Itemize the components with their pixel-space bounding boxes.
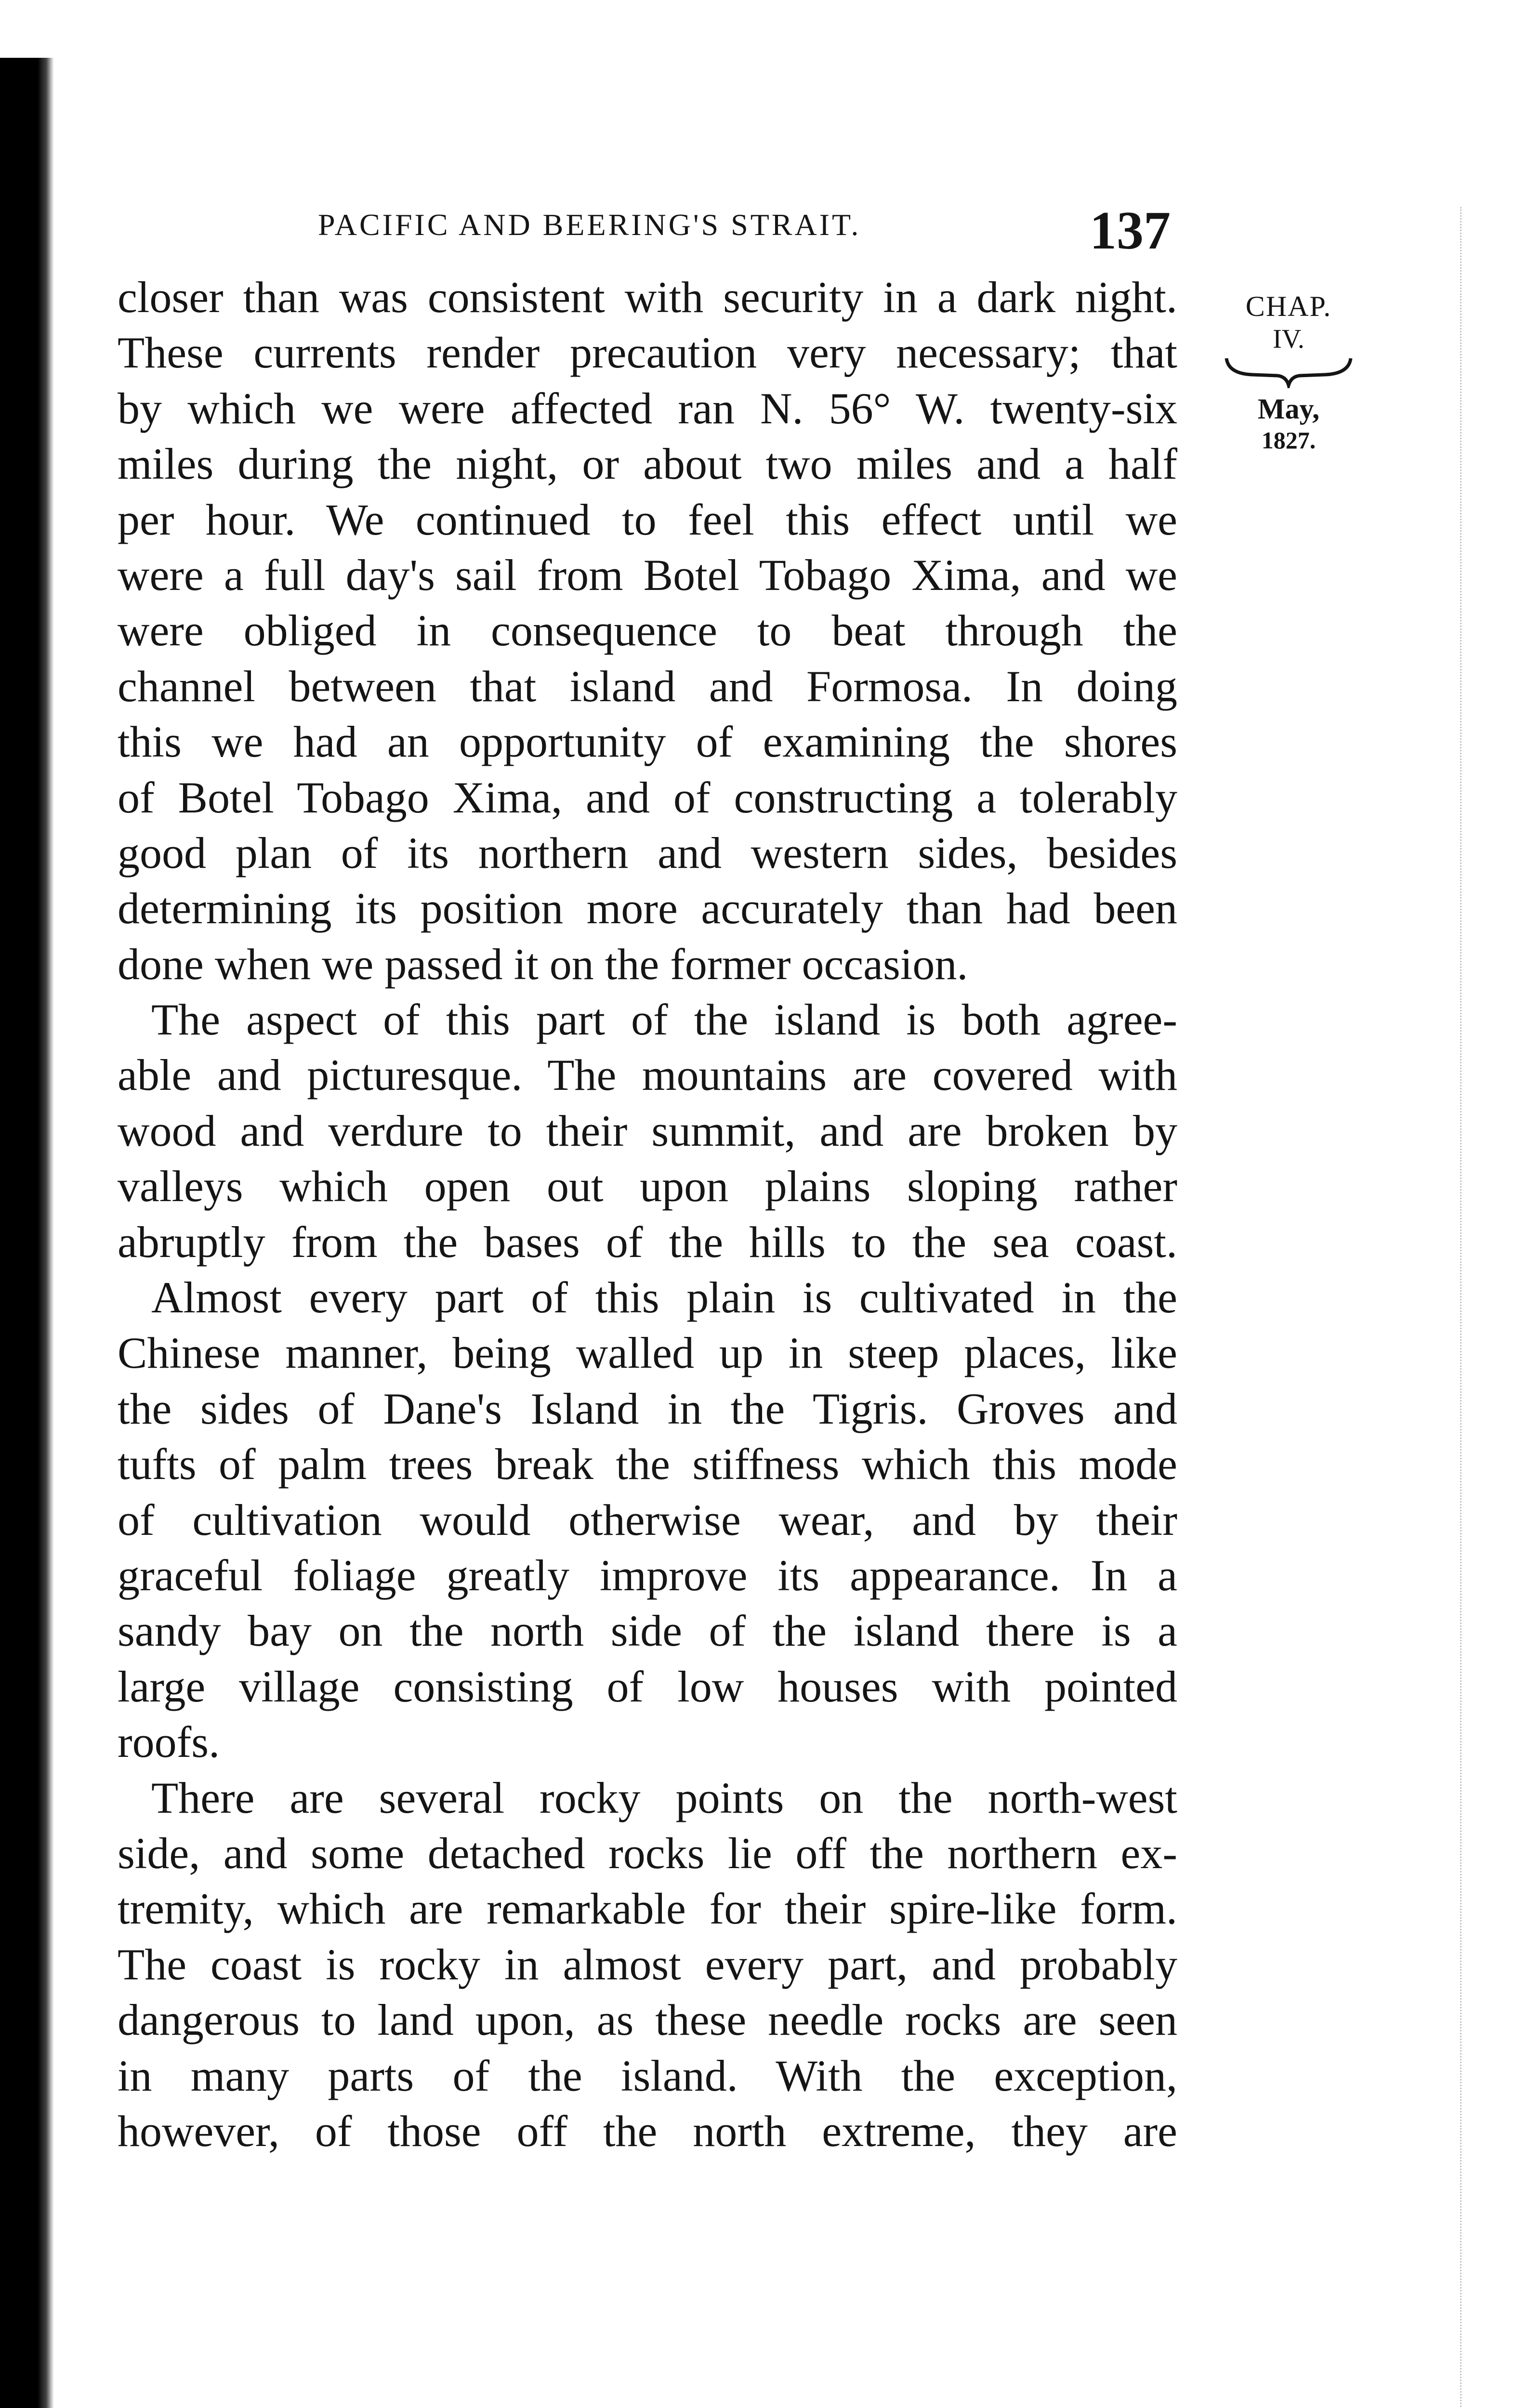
text-line: this we had an opportunity of examining the shores bbox=[118, 717, 1177, 767]
text-line: Almost every part of this plain is cultivated in the bbox=[151, 1273, 1177, 1322]
text-line: The coast is rocky in almost every part, and probably bbox=[118, 1939, 1177, 1989]
text-line: large village consisting of low houses with pointed bbox=[118, 1662, 1177, 1711]
text-line: however, of those off the north extreme, they are bbox=[118, 2106, 1177, 2156]
margin-year: 1827. bbox=[1261, 427, 1316, 454]
running-title: PACIFIC AND BEERING'S STRAIT. bbox=[318, 208, 861, 242]
text-line: per hour. We continued to feel this effect until we bbox=[118, 495, 1177, 544]
text-line: Chinese manner, being walled up in steep places, like bbox=[118, 1328, 1177, 1378]
text-line: graceful foliage greatly improve its appearance. In a bbox=[118, 1550, 1177, 1600]
margin-month: May, bbox=[1257, 393, 1320, 425]
page-edge-marks bbox=[1460, 207, 1519, 2408]
text-line: closer than was consistent with security in a dark night. bbox=[118, 273, 1177, 322]
text-line: tufts of palm trees break the stiffness which this mode bbox=[118, 1440, 1177, 1489]
text-line: valleys which open out upon plains sloping rather bbox=[118, 1162, 1177, 1211]
text-line: determining its position more accurately than had been bbox=[118, 884, 1177, 933]
text-line: done when we passed it on the former occasion. bbox=[118, 939, 968, 989]
margin-chapter-number: IV. bbox=[1273, 324, 1304, 354]
brace-icon bbox=[1224, 354, 1354, 388]
binding-edge bbox=[0, 58, 54, 2408]
text-line: miles during the night, or about two miles and a half bbox=[118, 439, 1177, 489]
text-line: wood and verdure to their summit, and are broken by bbox=[118, 1106, 1177, 1155]
margin-chapter-label: CHAP. bbox=[1245, 290, 1332, 322]
text-line: The aspect of this part of the island is both agree- bbox=[151, 995, 1177, 1045]
text-line: able and picturesque. The mountains are covered with bbox=[118, 1050, 1177, 1100]
text-line: by which we were affected ran N. 56° W. twenty-six bbox=[118, 383, 1177, 433]
text-line: side, and some detached rocks lie off the northern ex- bbox=[118, 1828, 1177, 1878]
text-line: dangerous to land upon, as these needle rocks are seen bbox=[118, 1995, 1177, 2045]
text-line: These currents render precaution very necessary; that bbox=[118, 328, 1177, 378]
body-text bbox=[118, 270, 1177, 2159]
text-line: the sides of Dane's Island in the Tigris. Groves and bbox=[118, 1384, 1177, 1433]
text-line: sandy bay on the north side of the island there is a bbox=[118, 1606, 1177, 1656]
text-line: There are several rocky points on the north-west bbox=[151, 1773, 1177, 1822]
text-line: good plan of its northern and western sides, besides bbox=[118, 828, 1177, 877]
text-line: in many parts of the island. With the exception, bbox=[118, 2051, 1177, 2100]
text-line: roofs. bbox=[118, 1717, 220, 1767]
margin-note bbox=[1216, 289, 1361, 455]
page-number: 137 bbox=[1090, 201, 1171, 261]
text-line: abruptly from the bases of the hills to the sea coast. bbox=[118, 1217, 1177, 1267]
text-line: were a full day's sail from Botel Tobago Xima, and we bbox=[118, 550, 1177, 600]
text-line: were obliged in consequence to beat through the bbox=[118, 606, 1177, 655]
text-line: channel between that island and Formosa. In doing bbox=[118, 661, 1177, 711]
text-line: of Botel Tobago Xima, and of constructing a tolerably bbox=[118, 772, 1177, 822]
text-line: of cultivation would otherwise wear, and by their bbox=[118, 1495, 1177, 1544]
text-line: tremity, which are remarkable for their spire-like form. bbox=[118, 1884, 1177, 1934]
